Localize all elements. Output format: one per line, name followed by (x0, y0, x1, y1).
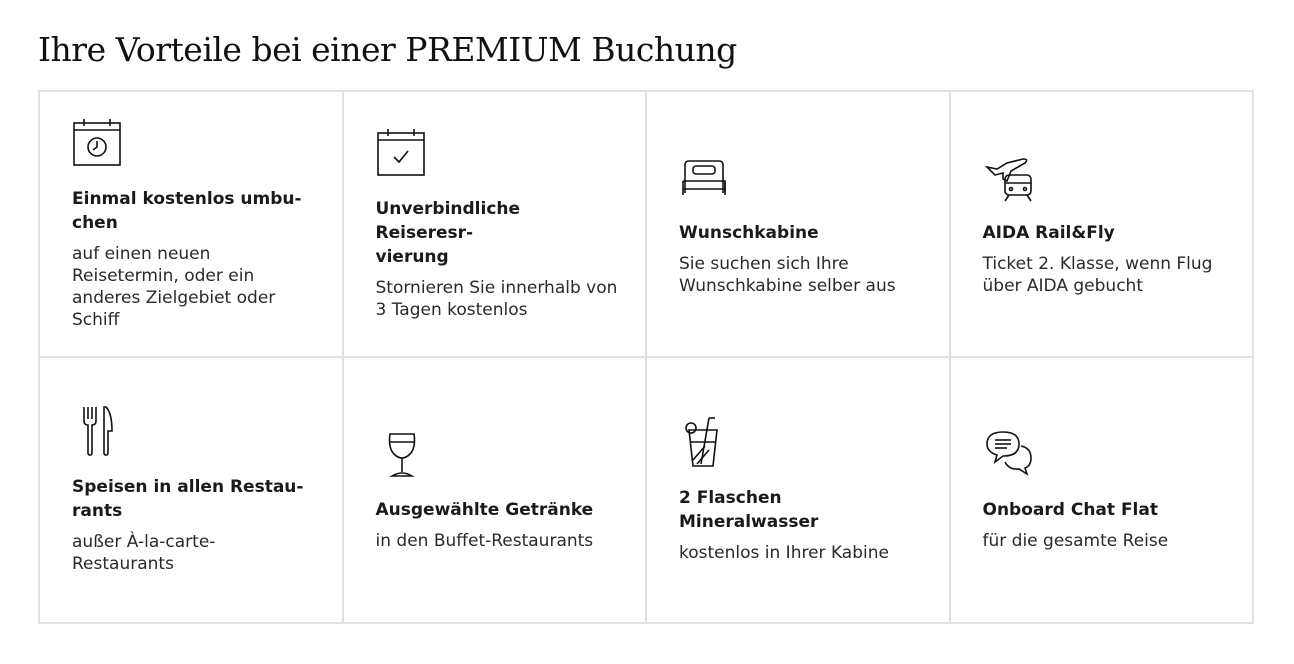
benefit-description: auf einen neuen Reisetermin, oder ein anderes Zielgebiet oder Schiff (72, 244, 276, 330)
benefit-description: Ticket 2. Klasse, wenn Flug über AIDA gebucht (982, 254, 1213, 296)
wine-glass-icon (376, 428, 428, 480)
benefit-rail-fly (951, 92, 1255, 358)
calendar-clock-icon (72, 117, 124, 169)
benefit-description: Stornieren Sie innerhalb von 3 Tagen kostenlos (375, 278, 618, 320)
benefit-title: Einmal kostenlos umbu- chen (72, 189, 302, 233)
benefit-title: Onboard Chat Flat (982, 500, 1158, 520)
benefit-drinks (344, 358, 648, 624)
bed-icon (679, 151, 731, 203)
benefit-description: Sie suchen sich Ihre Wunschkabine selber aus (679, 254, 896, 296)
benefit-cabin (647, 92, 951, 358)
benefit-description: in den Buffet-Restaurants (375, 531, 594, 551)
benefit-title: AIDA Rail&Fly (982, 223, 1115, 243)
benefit-description: außer À-la-carte-Restaurants (72, 532, 216, 574)
benefit-rebooking (40, 92, 344, 358)
benefit-chat (951, 358, 1255, 624)
benefit-title: Ausgewählte Getränke (375, 500, 594, 520)
benefits-grid (38, 90, 1254, 624)
cutlery-icon (72, 405, 124, 457)
drink-glass-icon (679, 416, 731, 468)
benefit-dining (40, 358, 344, 624)
benefit-title: Speisen in allen Restau- rants (72, 477, 304, 521)
benefit-title: 2 Flaschen Mineralwasser (679, 488, 819, 532)
benefit-water (647, 358, 951, 624)
benefit-description: kostenlos in Ihrer Kabine (679, 543, 889, 563)
benefit-description: für die gesamte Reise (982, 531, 1169, 551)
chat-bubbles-icon (983, 428, 1035, 480)
plane-train-icon (983, 151, 1035, 203)
calendar-check-icon (376, 127, 428, 179)
page-title: Ihre Vorteile bei einer PREMIUM Buchung (38, 30, 737, 69)
benefit-title: Unverbindliche Reiseresr- vierung (375, 199, 521, 267)
benefit-title: Wunschkabine (679, 223, 819, 243)
benefit-reservation (344, 92, 648, 358)
